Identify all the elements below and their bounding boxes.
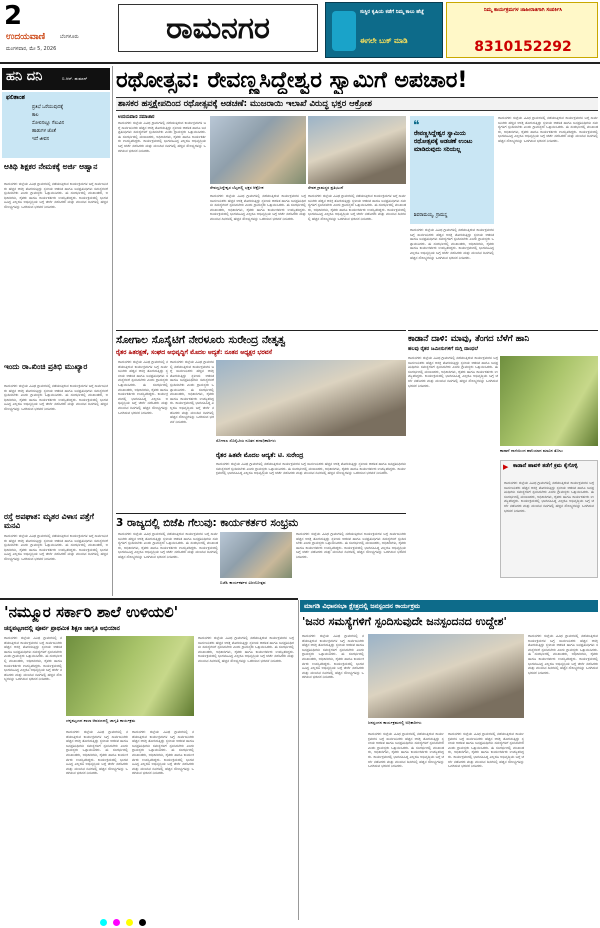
story3-headline: ಕಾಡಾನೆ ದಾಳಿ: ಮಾವು, ತೆಂಗದ ಬೆಳೆಗೆ ಹಾನಿ	[408, 334, 530, 344]
divider	[116, 513, 406, 514]
arrow-icon: ▶	[503, 463, 509, 471]
lead-body-col3: ರಾಮನಗರ: ಜಿಲ್ಲೆಯ ವಿವಿಧ ಗ್ರಾಮಗಳಲ್ಲಿ ನಡೆಯುತ್ತಿರುವ ಕಾರ್ಯಕ್ರಮಗಳ ಬಗ್ಗೆ ಸಾರ್ವಜನಿಕರು ಹೆಚ್ಚಿನ ಆಸಕ್ತಿ ತೋರಿಸುತ್ತಿದ್ದು ಸ್ಥಳೀಯ ಆಡಳಿತ ಹಾಗೂ ಜನಪ್ರತಿನಿಧಿಗಳು ಸಮಸ್ಯೆಗಳಿಗೆ ಸ್ಪಂದಿಸಬೇಕು ಎಂದು ಗ್ರಾಮಸ್ಥರು ಒತ್ತಾಯಿಸಿದರು. ಈ ಸಂದರ್ಭದಲ್ಲಿ ಮುಖಂಡರು, ಅಧಿಕಾರಿಗಳು, ರೈತರು ಹಾಗೂ ಕಾರ್ಯಕರ್ತರು ಉಪಸ್ಥಿತರಿದ್ದರು. ಕಾರ್ಯಕ್ರಮದಲ್ಲಿ ಭಾಗವಹಿಸಿದ್ದ ಎಲ್ಲರೂ ಅಭಿವೃದ್ಧಿಯ ಬಗ್ಗೆ ಚರ್ಚೆ ನಡೆಸಿದರು ಮತ್ತು ಮುಂದಿನ ದಿನಗಳಲ್ಲಿ ಹೆಚ್ಚಿನ ಸೌಲಭ್ಯಗಳನ್ನು ಒದಗಿಸುವ ಭರವಸೆ ನೀಡಿದರು.	[308, 194, 406, 221]
divider	[408, 330, 598, 331]
story2-body-col2: ರಾಮನಗರ: ಜಿಲ್ಲೆಯ ವಿವಿಧ ಗ್ರಾಮಗಳಲ್ಲಿ ನಡೆಯುತ್ತಿರುವ ಕಾರ್ಯಕ್ರಮಗಳ ಬಗ್ಗೆ ಸಾರ್ವಜನಿಕರು ಹೆಚ್ಚಿನ ಆಸಕ್ತಿ ತೋರಿಸುತ್ತಿದ್ದು ಸ್ಥಳೀಯ ಆಡಳಿತ ಹಾಗೂ ಜನಪ್ರತಿನಿಧಿಗಳು ಸಮಸ್ಯೆಗಳಿಗೆ ಸ್ಪಂದಿಸಬೇಕು ಎಂದು ಗ್ರಾಮಸ್ಥರು ಒತ್ತಾಯಿಸಿದರು. ಈ ಸಂದರ್ಭದಲ್ಲಿ ಮುಖಂಡರು, ಅಧಿಕಾರಿಗಳು, ರೈತರು ಹಾಗೂ ಕಾರ್ಯಕರ್ತರು ಉಪಸ್ಥಿತರಿದ್ದರು. ಕಾರ್ಯಕ್ರಮದಲ್ಲಿ ಭಾಗವಹಿಸಿದ್ದ ಎಲ್ಲರೂ ಅಭಿವೃದ್ಧಿಯ ಬಗ್ಗೆ ಚರ್ಚೆ ನಡೆಸಿದರು ಮತ್ತು ಮುಂದಿನ ದಿನಗಳಲ್ಲಿ ಹೆಚ್ಚಿನ ಸೌಲಭ್ಯಗಳನ್ನು ಒದಗಿಸುವ ಭರವಸೆ ನೀಡಿದರು.	[170, 360, 214, 424]
story3-photo	[500, 356, 598, 446]
quote-box	[2, 92, 110, 158]
section-title: ರಾಮನಗರ	[118, 4, 318, 52]
lead-subhead: ಶಾಸಕರ ಹಸ್ತಕ್ಷೇಪದಿಂದ ರಥೋತ್ಸವಕ್ಕೆ ಅಡಚಣೆ: ಮುಜರಾಯಿ ಇಲಾಖೆ ವಿರುದ್ಧ ಭಕ್ತರ ಆಕ್ರೋಶ	[118, 99, 372, 109]
quote-title: ಫಲಿತಾಂಶ	[6, 94, 25, 101]
quote-icon: ❝	[413, 118, 420, 132]
bottom-right-body-col2: ರಾಮನಗರ: ಜಿಲ್ಲೆಯ ವಿವಿಧ ಗ್ರಾಮಗಳಲ್ಲಿ ನಡೆಯುತ್ತಿರುವ ಕಾರ್ಯಕ್ರಮಗಳ ಬಗ್ಗೆ ಸಾರ್ವಜನಿಕರು ಹೆಚ್ಚಿನ ಆಸಕ್ತಿ ತೋರಿಸುತ್ತಿದ್ದು ಸ್ಥಳೀಯ ಆಡಳಿತ ಹಾಗೂ ಜನಪ್ರತಿನಿಧಿಗಳು ಸಮಸ್ಯೆಗಳಿಗೆ ಸ್ಪಂದಿಸಬೇಕು ಎಂದು ಗ್ರಾಮಸ್ಥರು ಒತ್ತಾಯಿಸಿದರು. ಈ ಸಂದರ್ಭದಲ್ಲಿ ಮುಖಂಡರು, ಅಧಿಕಾರಿಗಳು, ರೈತರು ಹಾಗೂ ಕಾರ್ಯಕರ್ತರು ಉಪಸ್ಥಿತರಿದ್ದರು. ಕಾರ್ಯಕ್ರಮದಲ್ಲಿ ಭಾಗವಹಿಸಿದ್ದ ಎಲ್ಲರೂ ಅಭಿವೃದ್ಧಿಯ ಬಗ್ಗೆ ಚರ್ಚೆ ನಡೆಸಿದರು ಮತ್ತು ಮುಂದಿನ ದಿನಗಳಲ್ಲಿ ಹೆಚ್ಚಿನ ಸೌಲಭ್ಯಗಳನ್ನು ಒದಗಿಸುವ ಭರವಸೆ ನೀಡಿದರು.	[368, 732, 444, 769]
story4-headline: 3 ರಾಜ್ಯದಲ್ಲಿ ಬಿಜೆಪಿ ಗೆಲುವು: ಕಾರ್ಯಕರ್ತರ ಸಂಭ್ರಮ	[116, 517, 299, 529]
ad-agri[interactable]	[325, 2, 443, 58]
bottom-left-body-col1: ರಾಮನಗರ: ಜಿಲ್ಲೆಯ ವಿವಿಧ ಗ್ರಾಮಗಳಲ್ಲಿ ನಡೆಯುತ್ತಿರುವ ಕಾರ್ಯಕ್ರಮಗಳ ಬಗ್ಗೆ ಸಾರ್ವಜನಿಕರು ಹೆಚ್ಚಿನ ಆಸಕ್ತಿ ತೋರಿಸುತ್ತಿದ್ದು ಸ್ಥಳೀಯ ಆಡಳಿತ ಹಾಗೂ ಜನಪ್ರತಿನಿಧಿಗಳು ಸಮಸ್ಯೆಗಳಿಗೆ ಸ್ಪಂದಿಸಬೇಕು ಎಂದು ಗ್ರಾಮಸ್ಥರು ಒತ್ತಾಯಿಸಿದರು. ಈ ಸಂದರ್ಭದಲ್ಲಿ ಮುಖಂಡರು, ಅಧಿಕಾರಿಗಳು, ರೈತರು ಹಾಗೂ ಕಾರ್ಯಕರ್ತರು ಉಪಸ್ಥಿತರಿದ್ದರು. ಕಾರ್ಯಕ್ರಮದಲ್ಲಿ ಭಾಗವಹಿಸಿದ್ದ ಎಲ್ಲರೂ ಅಭಿವೃದ್ಧಿಯ ಬಗ್ಗೆ ಚರ್ಚೆ ನಡೆಸಿದರು ಮತ್ತು ಮುಂದಿನ ದಿನಗಳಲ್ಲಿ ಹೆಚ್ಚಿನ ಸೌಲಭ್ಯಗಳನ್ನು ಒದಗಿಸುವ ಭರವಸೆ ನೀಡಿದರು.	[4, 636, 62, 682]
date-line: ಮಂಗಳವಾರ, ಮೇ 5, 2026	[6, 46, 57, 52]
lead-pullquote-box	[410, 116, 494, 224]
ad-agri-cta: ಈಗಲೇ ಬುಕ್ ಮಾಡಿ	[360, 37, 408, 45]
lead-body-col2: ರಾಮನಗರ: ಜಿಲ್ಲೆಯ ವಿವಿಧ ಗ್ರಾಮಗಳಲ್ಲಿ ನಡೆಯುತ್ತಿರುವ ಕಾರ್ಯಕ್ರಮಗಳ ಬಗ್ಗೆ ಸಾರ್ವಜನಿಕರು ಹೆಚ್ಚಿನ ಆಸಕ್ತಿ ತೋರಿಸುತ್ತಿದ್ದು ಸ್ಥಳೀಯ ಆಡಳಿತ ಹಾಗೂ ಜನಪ್ರತಿನಿಧಿಗಳು ಸಮಸ್ಯೆಗಳಿಗೆ ಸ್ಪಂದಿಸಬೇಕು ಎಂದು ಗ್ರಾಮಸ್ಥರು ಒತ್ತಾಯಿಸಿದರು. ಈ ಸಂದರ್ಭದಲ್ಲಿ ಮುಖಂಡರು, ಅಧಿಕಾರಿಗಳು, ರೈತರು ಹಾಗೂ ಕಾರ್ಯಕರ್ತರು ಉಪಸ್ಥಿತರಿದ್ದರು. ಕಾರ್ಯಕ್ರಮದಲ್ಲಿ ಭಾಗವಹಿಸಿದ್ದ ಎಲ್ಲರೂ ಅಭಿವೃದ್ಧಿಯ ಬಗ್ಗೆ ಚರ್ಚೆ ನಡೆಸಿದರು ಮತ್ತು ಮುಂದಿನ ದಿನಗಳಲ್ಲಿ ಹೆಚ್ಚಿನ ಸೌಲಭ್ಯಗಳನ್ನು ಒದಗಿಸುವ ಭರವಸೆ ನೀಡಿದರು.	[210, 194, 306, 221]
bottom-left-body-col4: ರಾಮನಗರ: ಜಿಲ್ಲೆಯ ವಿವಿಧ ಗ್ರಾಮಗಳಲ್ಲಿ ನಡೆಯುತ್ತಿರುವ ಕಾರ್ಯಕ್ರಮಗಳ ಬಗ್ಗೆ ಸಾರ್ವಜನಿಕರು ಹೆಚ್ಚಿನ ಆಸಕ್ತಿ ತೋರಿಸುತ್ತಿದ್ದು ಸ್ಥಳೀಯ ಆಡಳಿತ ಹಾಗೂ ಜನಪ್ರತಿನಿಧಿಗಳು ಸಮಸ್ಯೆಗಳಿಗೆ ಸ್ಪಂದಿಸಬೇಕು ಎಂದು ಗ್ರಾಮಸ್ಥರು ಒತ್ತಾಯಿಸಿದರು. ಈ ಸಂದರ್ಭದಲ್ಲಿ ಮುಖಂಡರು, ಅಧಿಕಾರಿಗಳು, ರೈತರು ಹಾಗೂ ಕಾರ್ಯಕರ್ತರು ಉಪಸ್ಥಿತರಿದ್ದರು. ಕಾರ್ಯಕ್ರಮದಲ್ಲಿ ಭಾಗವಹಿಸಿದ್ದ ಎಲ್ಲರೂ ಅಭಿವೃದ್ಧಿಯ ಬಗ್ಗೆ ಚರ್ಚೆ ನಡೆಸಿದರು ಮತ್ತು ಮುಂದಿನ ದಿನಗಳಲ್ಲಿ ಹೆಚ್ಚಿನ ಸೌಲಭ್ಯಗಳನ್ನು ಒದಗಿಸುವ ಭರವಸೆ ನೀಡಿದರು.	[198, 636, 294, 663]
story4-body-col2: ರಾಮನಗರ: ಜಿಲ್ಲೆಯ ವಿವಿಧ ಗ್ರಾಮಗಳಲ್ಲಿ ನಡೆಯುತ್ತಿರುವ ಕಾರ್ಯಕ್ರಮಗಳ ಬಗ್ಗೆ ಸಾರ್ವಜನಿಕರು ಹೆಚ್ಚಿನ ಆಸಕ್ತಿ ತೋರಿಸುತ್ತಿದ್ದು ಸ್ಥಳೀಯ ಆಡಳಿತ ಹಾಗೂ ಜನಪ್ರತಿನಿಧಿಗಳು ಸಮಸ್ಯೆಗಳಿಗೆ ಸ್ಪಂದಿಸಬೇಕು ಎಂದು ಗ್ರಾಮಸ್ಥರು ಒತ್ತಾಯಿಸಿದರು. ಈ ಸಂದರ್ಭದಲ್ಲಿ ಮುಖಂಡರು, ಅಧಿಕಾರಿಗಳು, ರೈತರು ಹಾಗೂ ಕಾರ್ಯಕರ್ತರು ಉಪಸ್ಥಿತರಿದ್ದರು. ಕಾರ್ಯಕ್ರಮದಲ್ಲಿ ಭಾಗವಹಿಸಿದ್ದ ಎಲ್ಲರೂ ಅಭಿವೃದ್ಧಿಯ ಬಗ್ಗೆ ಚರ್ಚೆ ನಡೆಸಿದರು ಮತ್ತು ಮುಂದಿನ ದಿನಗಳಲ್ಲಿ ಹೆಚ್ಚಿನ ಸೌಲಭ್ಯಗಳನ್ನು ಒದಗಿಸುವ ಭರವಸೆ ನೀಡಿದರು.	[296, 532, 406, 559]
story3-subhead: ಹಲವು ರೈತರ ಜಮೀನುಗಳಿಗೆ ನುಗ್ಗಿ ದಾಂಧಲೆ	[408, 346, 478, 352]
bottom-right-caption: ಜನಸ್ಪಂದನ ಕಾರ್ಯಕ್ರಮದಲ್ಲಿ ಅಧಿಕಾರಿಗಳು	[368, 720, 422, 725]
story2-body-col1: ರಾಮನಗರ: ಜಿಲ್ಲೆಯ ವಿವಿಧ ಗ್ರಾಮಗಳಲ್ಲಿ ನಡೆಯುತ್ತಿರುವ ಕಾರ್ಯಕ್ರಮಗಳ ಬಗ್ಗೆ ಸಾರ್ವಜನಿಕರು ಹೆಚ್ಚಿನ ಆಸಕ್ತಿ ತೋರಿಸುತ್ತಿದ್ದು ಸ್ಥಳೀಯ ಆಡಳಿತ ಹಾಗೂ ಜನಪ್ರತಿನಿಧಿಗಳು ಸಮಸ್ಯೆಗಳಿಗೆ ಸ್ಪಂದಿಸಬೇಕು ಎಂದು ಗ್ರಾಮಸ್ಥರು ಒತ್ತಾಯಿಸಿದರು. ಈ ಸಂದರ್ಭದಲ್ಲಿ ಮುಖಂಡರು, ಅಧಿಕಾರಿಗಳು, ರೈತರು ಹಾಗೂ ಕಾರ್ಯಕರ್ತರು ಉಪಸ್ಥಿತರಿದ್ದರು. ಕಾರ್ಯಕ್ರಮದಲ್ಲಿ ಭಾಗವಹಿಸಿದ್ದ ಎಲ್ಲರೂ ಅಭಿವೃದ್ಧಿಯ ಬಗ್ಗೆ ಚರ್ಚೆ ನಡೆಸಿದರು ಮತ್ತು ಮುಂದಿನ ದಿನಗಳಲ್ಲಿ ಹೆಚ್ಚಿನ ಸೌಲಭ್ಯಗಳನ್ನು ಒದಗಿಸುವ ಭರವಸೆ ನೀಡಿದರು.	[118, 360, 168, 415]
sidebar-body-1: ರಾಮನಗರ: ಜಿಲ್ಲೆಯ ವಿವಿಧ ಗ್ರಾಮಗಳಲ್ಲಿ ನಡೆಯುತ್ತಿರುವ ಕಾರ್ಯಕ್ರಮಗಳ ಬಗ್ಗೆ ಸಾರ್ವಜನಿಕರು ಹೆಚ್ಚಿನ ಆಸಕ್ತಿ ತೋರಿಸುತ್ತಿದ್ದು ಸ್ಥಳೀಯ ಆಡಳಿತ ಹಾಗೂ ಜನಪ್ರತಿನಿಧಿಗಳು ಸಮಸ್ಯೆಗಳಿಗೆ ಸ್ಪಂದಿಸಬೇಕು ಎಂದು ಗ್ರಾಮಸ್ಥರು ಒತ್ತಾಯಿಸಿದರು. ಈ ಸಂದರ್ಭದಲ್ಲಿ ಮುಖಂಡರು, ಅಧಿಕಾರಿಗಳು, ರೈತರು ಹಾಗೂ ಕಾರ್ಯಕರ್ತರು ಉಪಸ್ಥಿತರಿದ್ದರು. ಕಾರ್ಯಕ್ರಮದಲ್ಲಿ ಭಾಗವಹಿಸಿದ್ದ ಎಲ್ಲರೂ ಅಭಿವೃದ್ಧಿಯ ಬಗ್ಗೆ ಚರ್ಚೆ ನಡೆಸಿದರು ಮತ್ತು ಮುಂದಿನ ದಿನಗಳಲ್ಲಿ ಹೆಚ್ಚಿನ ಸೌಲಭ್ಯಗಳನ್ನು ಒದಗಿಸುವ ಭರವಸೆ ನೀಡಿದರು.	[4, 182, 108, 209]
lead-byline: ಉದಯವಾಣಿ ಸಮಾಚಾರ	[118, 115, 155, 120]
divider	[0, 598, 298, 600]
lead-subhead-bar	[116, 97, 598, 111]
lead-body-col4: ರಾಮನಗರ: ಜಿಲ್ಲೆಯ ವಿವಿಧ ಗ್ರಾಮಗಳಲ್ಲಿ ನಡೆಯುತ್ತಿರುವ ಕಾರ್ಯಕ್ರಮಗಳ ಬಗ್ಗೆ ಸಾರ್ವಜನಿಕರು ಹೆಚ್ಚಿನ ಆಸಕ್ತಿ ತೋರಿಸುತ್ತಿದ್ದು ಸ್ಥಳೀಯ ಆಡಳಿತ ಹಾಗೂ ಜನಪ್ರತಿನಿಧಿಗಳು ಸಮಸ್ಯೆಗಳಿಗೆ ಸ್ಪಂದಿಸಬೇಕು ಎಂದು ಗ್ರಾಮಸ್ಥರು ಒತ್ತಾಯಿಸಿದರು. ಈ ಸಂದರ್ಭದಲ್ಲಿ ಮುಖಂಡರು, ಅಧಿಕಾರಿಗಳು, ರೈತರು ಹಾಗೂ ಕಾರ್ಯಕರ್ತರು ಉಪಸ್ಥಿತರಿದ್ದರು. ಕಾರ್ಯಕ್ರಮದಲ್ಲಿ ಭಾಗವಹಿಸಿದ್ದ ಎಲ್ಲರೂ ಅಭಿವೃದ್ಧಿಯ ಬಗ್ಗೆ ಚರ್ಚೆ ನಡೆಸಿದರು ಮತ್ತು ಮುಂದಿನ ದಿನಗಳಲ್ಲಿ ಹೆಚ್ಚಿನ ಸೌಲಭ್ಯಗಳನ್ನು ಒದಗಿಸುವ ಭರವಸೆ ನೀಡಿದರು.	[410, 228, 494, 260]
masthead-rule	[0, 62, 600, 64]
quote-line: ಇದೆ ಜೀವನ	[32, 137, 50, 142]
story3-box	[500, 460, 598, 578]
lead-caption-1: ರೇವಣ್ಣಸಿದ್ದೇಶ್ವರ ಬೆಟ್ಟದಲ್ಲಿ ಭಕ್ತರ ಆಕ್ರೋಶ	[210, 185, 264, 190]
story2-photo	[216, 360, 406, 436]
sidebar-logo: ಹನಿ ದನಿ	[6, 69, 43, 84]
quote-line: ಹಾಡುಗಳ ಜೊತೆ	[32, 129, 56, 134]
bottom-right-body-col3: ರಾಮನಗರ: ಜಿಲ್ಲೆಯ ವಿವಿಧ ಗ್ರಾಮಗಳಲ್ಲಿ ನಡೆಯುತ್ತಿರುವ ಕಾರ್ಯಕ್ರಮಗಳ ಬಗ್ಗೆ ಸಾರ್ವಜನಿಕರು ಹೆಚ್ಚಿನ ಆಸಕ್ತಿ ತೋರಿಸುತ್ತಿದ್ದು ಸ್ಥಳೀಯ ಆಡಳಿತ ಹಾಗೂ ಜನಪ್ರತಿನಿಧಿಗಳು ಸಮಸ್ಯೆಗಳಿಗೆ ಸ್ಪಂದಿಸಬೇಕು ಎಂದು ಗ್ರಾಮಸ್ಥರು ಒತ್ತಾಯಿಸಿದರು. ಈ ಸಂದರ್ಭದಲ್ಲಿ ಮುಖಂಡರು, ಅಧಿಕಾರಿಗಳು, ರೈತರು ಹಾಗೂ ಕಾರ್ಯಕರ್ತರು ಉಪಸ್ಥಿತರಿದ್ದರು. ಕಾರ್ಯಕ್ರಮದಲ್ಲಿ ಭಾಗವಹಿಸಿದ್ದ ಎಲ್ಲರೂ ಅಭಿವೃದ್ಧಿಯ ಬಗ್ಗೆ ಚರ್ಚೆ ನಡೆಸಿದರು ಮತ್ತು ಮುಂದಿನ ದಿನಗಳಲ್ಲಿ ಹೆಚ್ಚಿನ ಸೌಲಭ್ಯಗಳನ್ನು ಒದಗಿಸುವ ಭರವಸೆ ನೀಡಿದರು.	[448, 732, 524, 769]
divider	[116, 330, 406, 331]
quote-line: ಸೋಲಿನಲ್ಲೂ ಗೆಲುವಿನ	[32, 121, 65, 126]
story3-caption: ಕಾಡಾನೆ ದಾಳಿಯಿಂದ ಹಾನಿಯಾದ ಮಾವಿನ ತೋಟ	[500, 448, 563, 453]
story3-box-head: ಕಾಡಾನೆ ಹಾವಳಿ ತಡೆಗೆ ಕ್ರಮ ಕೈಗೊಳ್ಳಿ	[513, 463, 578, 469]
story2-quote-head: ರೈತರ ಹಿತವೇ ಮೊದಲ ಆದ್ಯತೆ: ಟಿ. ಸುರೇಂದ್ರ	[216, 452, 304, 459]
story3-box-body: ರಾಮನಗರ: ಜಿಲ್ಲೆಯ ವಿವಿಧ ಗ್ರಾಮಗಳಲ್ಲಿ ನಡೆಯುತ್ತಿರುವ ಕಾರ್ಯಕ್ರಮಗಳ ಬಗ್ಗೆ ಸಾರ್ವಜನಿಕರು ಹೆಚ್ಚಿನ ಆಸಕ್ತಿ ತೋರಿಸುತ್ತಿದ್ದು ಸ್ಥಳೀಯ ಆಡಳಿತ ಹಾಗೂ ಜನಪ್ರತಿನಿಧಿಗಳು ಸಮಸ್ಯೆಗಳಿಗೆ ಸ್ಪಂದಿಸಬೇಕು ಎಂದು ಗ್ರಾಮಸ್ಥರು ಒತ್ತಾಯಿಸಿದರು. ಈ ಸಂದರ್ಭದಲ್ಲಿ ಮುಖಂಡರು, ಅಧಿಕಾರಿಗಳು, ರೈತರು ಹಾಗೂ ಕಾರ್ಯಕರ್ತರು ಉಪಸ್ಥಿತರಿದ್ದರು. ಕಾರ್ಯಕ್ರಮದಲ್ಲಿ ಭಾಗವಹಿಸಿದ್ದ ಎಲ್ಲರೂ ಅಭಿವೃದ್ಧಿಯ ಬಗ್ಗೆ ಚರ್ಚೆ ನಡೆಸಿದರು ಮತ್ತು ಮುಂದಿನ ದಿನಗಳಲ್ಲಿ ಹೆಚ್ಚಿನ ಸೌಲಭ್ಯಗಳನ್ನು ಒದಗಿಸುವ ಭರವಸೆ ನೀಡಿದರು.	[504, 481, 594, 513]
quote-line: ಪ್ರತಿಭೆ ಒರೆಯುವುದಕ್ಕೆ	[32, 105, 64, 110]
bottom-left-photo	[66, 636, 194, 716]
bottom-left-caption: ಚನ್ನಪಟ್ಟಣದ ಶಾಲಾ ಆವರಣದಲ್ಲಿ ಜಾಗೃತಿ ಕಾರ್ಯಕ್ರಮ	[66, 718, 136, 723]
sidebar-logo-box	[2, 68, 110, 90]
lead-photo-2	[308, 116, 406, 184]
ad-agri-phone-icon	[332, 11, 356, 51]
lead-headline: ರಥೋತ್ಸವ: ರೇವಣ್ಣಸಿದ್ದೇಶ್ವರ ಸ್ವಾಮಿಗೆ ಅಪಚಾರ!	[116, 68, 468, 93]
story4-body-col1: ರಾಮನಗರ: ಜಿಲ್ಲೆಯ ವಿವಿಧ ಗ್ರಾಮಗಳಲ್ಲಿ ನಡೆಯುತ್ತಿರುವ ಕಾರ್ಯಕ್ರಮಗಳ ಬಗ್ಗೆ ಸಾರ್ವಜನಿಕರು ಹೆಚ್ಚಿನ ಆಸಕ್ತಿ ತೋರಿಸುತ್ತಿದ್ದು ಸ್ಥಳೀಯ ಆಡಳಿತ ಹಾಗೂ ಜನಪ್ರತಿನಿಧಿಗಳು ಸಮಸ್ಯೆಗಳಿಗೆ ಸ್ಪಂದಿಸಬೇಕು ಎಂದು ಗ್ರಾಮಸ್ಥರು ಒತ್ತಾಯಿಸಿದರು. ಈ ಸಂದರ್ಭದಲ್ಲಿ ಮುಖಂಡರು, ಅಧಿಕಾರಿಗಳು, ರೈತರು ಹಾಗೂ ಕಾರ್ಯಕರ್ತರು ಉಪಸ್ಥಿತರಿದ್ದರು. ಕಾರ್ಯಕ್ರಮದಲ್ಲಿ ಭಾಗವಹಿಸಿದ್ದ ಎಲ್ಲರೂ ಅಭಿವೃದ್ಧಿಯ ಬಗ್ಗೆ ಚರ್ಚೆ ನಡೆಸಿದರು ಮತ್ತು ಮುಂದಿನ ದಿನಗಳಲ್ಲಿ ಹೆಚ್ಚಿನ ಸೌಲಭ್ಯಗಳನ್ನು ಒದಗಿಸುವ ಭರವಸೆ ನೀಡಿದರು.	[118, 532, 218, 559]
lead-pullquote-name: ಶಿವರಾಮಯ್ಯ, ಗ್ರಾಮಸ್ಥ	[414, 213, 448, 218]
sidebar-body-2: ರಾಮನಗರ: ಜಿಲ್ಲೆಯ ವಿವಿಧ ಗ್ರಾಮಗಳಲ್ಲಿ ನಡೆಯುತ್ತಿರುವ ಕಾರ್ಯಕ್ರಮಗಳ ಬಗ್ಗೆ ಸಾರ್ವಜನಿಕರು ಹೆಚ್ಚಿನ ಆಸಕ್ತಿ ತೋರಿಸುತ್ತಿದ್ದು ಸ್ಥಳೀಯ ಆಡಳಿತ ಹಾಗೂ ಜನಪ್ರತಿನಿಧಿಗಳು ಸಮಸ್ಯೆಗಳಿಗೆ ಸ್ಪಂದಿಸಬೇಕು ಎಂದು ಗ್ರಾಮಸ್ಥರು ಒತ್ತಾಯಿಸಿದರು. ಈ ಸಂದರ್ಭದಲ್ಲಿ ಮುಖಂಡರು, ಅಧಿಕಾರಿಗಳು, ರೈತರು ಹಾಗೂ ಕಾರ್ಯಕರ್ತರು ಉಪಸ್ಥಿತರಿದ್ದರು. ಕಾರ್ಯಕ್ರಮದಲ್ಲಿ ಭಾಗವಹಿಸಿದ್ದ ಎಲ್ಲರೂ ಅಭಿವೃದ್ಧಿಯ ಬಗ್ಗೆ ಚರ್ಚೆ ನಡೆಸಿದರು ಮತ್ತು ಮುಂದಿನ ದಿನಗಳಲ್ಲಿ ಹೆಚ್ಚಿನ ಸೌಲಭ್ಯಗಳನ್ನು ಒದಗಿಸುವ ಭರವಸೆ ನೀಡಿದರು.	[4, 384, 108, 411]
sidebar-body-3: ರಾಮನಗರ: ಜಿಲ್ಲೆಯ ವಿವಿಧ ಗ್ರಾಮಗಳಲ್ಲಿ ನಡೆಯುತ್ತಿರುವ ಕಾರ್ಯಕ್ರಮಗಳ ಬಗ್ಗೆ ಸಾರ್ವಜನಿಕರು ಹೆಚ್ಚಿನ ಆಸಕ್ತಿ ತೋರಿಸುತ್ತಿದ್ದು ಸ್ಥಳೀಯ ಆಡಳಿತ ಹಾಗೂ ಜನಪ್ರತಿನಿಧಿಗಳು ಸಮಸ್ಯೆಗಳಿಗೆ ಸ್ಪಂದಿಸಬೇಕು ಎಂದು ಗ್ರಾಮಸ್ಥರು ಒತ್ತಾಯಿಸಿದರು. ಈ ಸಂದರ್ಭದಲ್ಲಿ ಮುಖಂಡರು, ಅಧಿಕಾರಿಗಳು, ರೈತರು ಹಾಗೂ ಕಾರ್ಯಕರ್ತರು ಉಪಸ್ಥಿತರಿದ್ದರು. ಕಾರ್ಯಕ್ರಮದಲ್ಲಿ ಭಾಗವಹಿಸಿದ್ದ ಎಲ್ಲರೂ ಅಭಿವೃದ್ಧಿಯ ಬಗ್ಗೆ ಚರ್ಚೆ ನಡೆಸಿದರು ಮತ್ತು ಮುಂದಿನ ದಿನಗಳಲ್ಲಿ ಹೆಚ್ಚಿನ ಸೌಲಭ್ಯಗಳನ್ನು ಒದಗಿಸುವ ಭರವಸೆ ನೀಡಿದರು.	[4, 534, 108, 561]
quote-line: ಕಾಲ	[32, 113, 39, 118]
ad-classified-phone: 8310152292	[474, 39, 572, 55]
story2-caption: ಸೋಗಾಲ ಸೊಸೈಟಿಯ ನೂತನ ಪದಾಧಿಕಾರಿಗಳು	[216, 438, 276, 443]
bottom-banner	[300, 600, 598, 612]
print-registration-marks	[100, 919, 500, 926]
sidebar-logo-sub: ಬಿ.ಆರ್. ಹುಮಾನ್	[62, 76, 88, 81]
bottom-right-photo	[368, 634, 524, 718]
bottom-right-headline: 'ಜನರ ಸಮಸ್ಯೆಗಳಿಗೆ ಸ್ಪಂದಿಸುವುದೇ ಜನಸ್ಪಂದನದ ಉದ್ದೇಶ'	[302, 615, 507, 628]
story2-body-col3: ರಾಮನಗರ: ಜಿಲ್ಲೆಯ ವಿವಿಧ ಗ್ರಾಮಗಳಲ್ಲಿ ನಡೆಯುತ್ತಿರುವ ಕಾರ್ಯಕ್ರಮಗಳ ಬಗ್ಗೆ ಸಾರ್ವಜನಿಕರು ಹೆಚ್ಚಿನ ಆಸಕ್ತಿ ತೋರಿಸುತ್ತಿದ್ದು ಸ್ಥಳೀಯ ಆಡಳಿತ ಹಾಗೂ ಜನಪ್ರತಿನಿಧಿಗಳು ಸಮಸ್ಯೆಗಳಿಗೆ ಸ್ಪಂದಿಸಬೇಕು ಎಂದು ಗ್ರಾಮಸ್ಥರು ಒತ್ತಾಯಿಸಿದರು. ಈ ಸಂದರ್ಭದಲ್ಲಿ ಮುಖಂಡರು, ಅಧಿಕಾರಿಗಳು, ರೈತರು ಹಾಗೂ ಕಾರ್ಯಕರ್ತರು ಉಪಸ್ಥಿತರಿದ್ದರು. ಕಾರ್ಯಕ್ರಮದಲ್ಲಿ ಭಾಗವಹಿಸಿದ್ದ ಎಲ್ಲರೂ ಅಭಿವೃದ್ಧಿಯ ಬಗ್ಗೆ ಚರ್ಚೆ ನಡೆಸಿದರು ಮತ್ತು ಮುಂದಿನ ದಿನಗಳಲ್ಲಿ ಹೆಚ್ಚಿನ ಸೌಲಭ್ಯಗಳನ್ನು ಒದಗಿಸುವ ಭರವಸೆ ನೀಡಿದರು.	[216, 462, 406, 476]
bottom-banner-text: ಮಾಗಡಿ ವಿಧಾನಸಭಾ ಕ್ಷೇತ್ರದಲ್ಲಿ ಜನಸ್ಪಂದನ ಕಾರ್ಯಕ್ರಮ	[304, 602, 421, 610]
column-rule	[298, 600, 299, 920]
paper-sub: ಬೆಂಗಳೂರು	[60, 34, 79, 40]
bottom-left-headline: 'ನಮ್ಮೂರ ಸರ್ಕಾರಿ ಶಾಲೆ ಉಳಿಯಲಿ'	[4, 603, 179, 621]
story4-photo	[220, 532, 292, 578]
lead-photo-1	[210, 116, 306, 184]
paper-name: ಉದಯವಾಣಿ	[6, 32, 46, 42]
lead-body-col5: ರಾಮನಗರ: ಜಿಲ್ಲೆಯ ವಿವಿಧ ಗ್ರಾಮಗಳಲ್ಲಿ ನಡೆಯುತ್ತಿರುವ ಕಾರ್ಯಕ್ರಮಗಳ ಬಗ್ಗೆ ಸಾರ್ವಜನಿಕರು ಹೆಚ್ಚಿನ ಆಸಕ್ತಿ ತೋರಿಸುತ್ತಿದ್ದು ಸ್ಥಳೀಯ ಆಡಳಿತ ಹಾಗೂ ಜನಪ್ರತಿನಿಧಿಗಳು ಸಮಸ್ಯೆಗಳಿಗೆ ಸ್ಪಂದಿಸಬೇಕು ಎಂದು ಗ್ರಾಮಸ್ಥರು ಒತ್ತಾಯಿಸಿದರು. ಈ ಸಂದರ್ಭದಲ್ಲಿ ಮುಖಂಡರು, ಅಧಿಕಾರಿಗಳು, ರೈತರು ಹಾಗೂ ಕಾರ್ಯಕರ್ತರು ಉಪಸ್ಥಿತರಿದ್ದರು. ಕಾರ್ಯಕ್ರಮದಲ್ಲಿ ಭಾಗವಹಿಸಿದ್ದ ಎಲ್ಲರೂ ಅಭಿವೃದ್ಧಿಯ ಬಗ್ಗೆ ಚರ್ಚೆ ನಡೆಸಿದರು ಮತ್ತು ಮುಂದಿನ ದಿನಗಳಲ್ಲಿ ಹೆಚ್ಚಿನ ಸೌಲಭ್ಯಗಳನ್ನು ಒದಗಿಸುವ ಭರವಸೆ ನೀಡಿದರು.	[498, 116, 598, 143]
page-number: 2	[4, 1, 23, 31]
column-rule	[112, 66, 113, 596]
story4-caption: ಬಿಜೆಪಿ ಕಾರ್ಯಕರ್ತರ ವಿಜಯೋತ್ಸವ	[220, 580, 266, 585]
sidebar-headline-1: ಆತಿಥಿ ಶಿಕ್ಷಕರ ನೇಮಕಕ್ಕೆ ಅರ್ಜಿ ಆಹ್ವಾನ	[4, 162, 98, 171]
lead-pullquote: ರೇವಣ್ಣಸಿದ್ದೇಶ್ವರ ಸ್ವಾಮಿಯ ರಥೋತ್ಸವಕ್ಕೆ ಅಡಚಣೆ ಉಂಟು ಮಾಡಿರುವುದು ಸರಿಯಲ್ಲ	[414, 130, 473, 153]
bottom-right-body-col1: ರಾಮನಗರ: ಜಿಲ್ಲೆಯ ವಿವಿಧ ಗ್ರಾಮಗಳಲ್ಲಿ ನಡೆಯುತ್ತಿರುವ ಕಾರ್ಯಕ್ರಮಗಳ ಬಗ್ಗೆ ಸಾರ್ವಜನಿಕರು ಹೆಚ್ಚಿನ ಆಸಕ್ತಿ ತೋರಿಸುತ್ತಿದ್ದು ಸ್ಥಳೀಯ ಆಡಳಿತ ಹಾಗೂ ಜನಪ್ರತಿನಿಧಿಗಳು ಸಮಸ್ಯೆಗಳಿಗೆ ಸ್ಪಂದಿಸಬೇಕು ಎಂದು ಗ್ರಾಮಸ್ಥರು ಒತ್ತಾಯಿಸಿದರು. ಈ ಸಂದರ್ಭದಲ್ಲಿ ಮುಖಂಡರು, ಅಧಿಕಾರಿಗಳು, ರೈತರು ಹಾಗೂ ಕಾರ್ಯಕರ್ತರು ಉಪಸ್ಥಿತರಿದ್ದರು. ಕಾರ್ಯಕ್ರಮದಲ್ಲಿ ಭಾಗವಹಿಸಿದ್ದ ಎಲ್ಲರೂ ಅಭಿವೃದ್ಧಿಯ ಬಗ್ಗೆ ಚರ್ಚೆ ನಡೆಸಿದರು ಮತ್ತು ಮುಂದಿನ ದಿನಗಳಲ್ಲಿ ಹೆಚ್ಚಿನ ಸೌಲಭ್ಯಗಳನ್ನು ಒದಗಿಸುವ ಭರವಸೆ ನೀಡಿದರು.	[302, 634, 364, 680]
story3-body-col1: ರಾಮನಗರ: ಜಿಲ್ಲೆಯ ವಿವಿಧ ಗ್ರಾಮಗಳಲ್ಲಿ ನಡೆಯುತ್ತಿರುವ ಕಾರ್ಯಕ್ರಮಗಳ ಬಗ್ಗೆ ಸಾರ್ವಜನಿಕರು ಹೆಚ್ಚಿನ ಆಸಕ್ತಿ ತೋರಿಸುತ್ತಿದ್ದು ಸ್ಥಳೀಯ ಆಡಳಿತ ಹಾಗೂ ಜನಪ್ರತಿನಿಧಿಗಳು ಸಮಸ್ಯೆಗಳಿಗೆ ಸ್ಪಂದಿಸಬೇಕು ಎಂದು ಗ್ರಾಮಸ್ಥರು ಒತ್ತಾಯಿಸಿದರು. ಈ ಸಂದರ್ಭದಲ್ಲಿ ಮುಖಂಡರು, ಅಧಿಕಾರಿಗಳು, ರೈತರು ಹಾಗೂ ಕಾರ್ಯಕರ್ತರು ಉಪಸ್ಥಿತರಿದ್ದರು. ಕಾರ್ಯಕ್ರಮದಲ್ಲಿ ಭಾಗವಹಿಸಿದ್ದ ಎಲ್ಲರೂ ಅಭಿವೃದ್ಧಿಯ ಬಗ್ಗೆ ಚರ್ಚೆ ನಡೆಸಿದರು ಮತ್ತು ಮುಂದಿನ ದಿನಗಳಲ್ಲಿ ಹೆಚ್ಚಿನ ಸೌಲಭ್ಯಗಳನ್ನು ಒದಗಿಸುವ ಭರವಸೆ ನೀಡಿದರು.	[408, 356, 498, 388]
ad-classified[interactable]	[446, 2, 598, 58]
bottom-left-body-col3: ರಾಮನಗರ: ಜಿಲ್ಲೆಯ ವಿವಿಧ ಗ್ರಾಮಗಳಲ್ಲಿ ನಡೆಯುತ್ತಿರುವ ಕಾರ್ಯಕ್ರಮಗಳ ಬಗ್ಗೆ ಸಾರ್ವಜನಿಕರು ಹೆಚ್ಚಿನ ಆಸಕ್ತಿ ತೋರಿಸುತ್ತಿದ್ದು ಸ್ಥಳೀಯ ಆಡಳಿತ ಹಾಗೂ ಜನಪ್ರತಿನಿಧಿಗಳು ಸಮಸ್ಯೆಗಳಿಗೆ ಸ್ಪಂದಿಸಬೇಕು ಎಂದು ಗ್ರಾಮಸ್ಥರು ಒತ್ತಾಯಿಸಿದರು. ಈ ಸಂದರ್ಭದಲ್ಲಿ ಮುಖಂಡರು, ಅಧಿಕಾರಿಗಳು, ರೈತರು ಹಾಗೂ ಕಾರ್ಯಕರ್ತರು ಉಪಸ್ಥಿತರಿದ್ದರು. ಕಾರ್ಯಕ್ರಮದಲ್ಲಿ ಭಾಗವಹಿಸಿದ್ದ ಎಲ್ಲರೂ ಅಭಿವೃದ್ಧಿಯ ಬಗ್ಗೆ ಚರ್ಚೆ ನಡೆಸಿದರು ಮತ್ತು ಮುಂದಿನ ದಿನಗಳಲ್ಲಿ ಹೆಚ್ಚಿನ ಸೌಲಭ್ಯಗಳನ್ನು ಒದಗಿಸುವ ಭರವಸೆ ನೀಡಿದರು.	[132, 730, 194, 776]
story2-subhead: ರೈತರ ಹಿತರಕ್ಷಣೆ, ಸಂಘದ ಅಭಿವೃದ್ಧಿಗೆ ಮೊದಲ ಆದ್ಯತೆ: ನೂತನ ಅಧ್ಯಕ್ಷರ ಭರವಸೆ	[116, 349, 272, 356]
masthead	[0, 0, 600, 62]
sidebar-headline-3: ರಸ್ತೆ ಅಪಘಾತ: ಮೃತರ ವಿಳಾಸ ಪತ್ತೆಗೆ ಮನವಿ	[4, 512, 94, 530]
lead-body-col1: ರಾಮನಗರ: ಜಿಲ್ಲೆಯ ವಿವಿಧ ಗ್ರಾಮಗಳಲ್ಲಿ ನಡೆಯುತ್ತಿರುವ ಕಾರ್ಯಕ್ರಮಗಳ ಬಗ್ಗೆ ಸಾರ್ವಜನಿಕರು ಹೆಚ್ಚಿನ ಆಸಕ್ತಿ ತೋರಿಸುತ್ತಿದ್ದು ಸ್ಥಳೀಯ ಆಡಳಿತ ಹಾಗೂ ಜನಪ್ರತಿನಿಧಿಗಳು ಸಮಸ್ಯೆಗಳಿಗೆ ಸ್ಪಂದಿಸಬೇಕು ಎಂದು ಗ್ರಾಮಸ್ಥರು ಒತ್ತಾಯಿಸಿದರು. ಈ ಸಂದರ್ಭದಲ್ಲಿ ಮುಖಂಡರು, ಅಧಿಕಾರಿಗಳು, ರೈತರು ಹಾಗೂ ಕಾರ್ಯಕರ್ತರು ಉಪಸ್ಥಿತರಿದ್ದರು. ಕಾರ್ಯಕ್ರಮದಲ್ಲಿ ಭಾಗವಹಿಸಿದ್ದ ಎಲ್ಲರೂ ಅಭಿವೃದ್ಧಿಯ ಬಗ್ಗೆ ಚರ್ಚೆ ನಡೆಸಿದರು ಮತ್ತು ಮುಂದಿನ ದಿನಗಳಲ್ಲಿ ಹೆಚ್ಚಿನ ಸೌಲಭ್ಯಗಳನ್ನು ಒದಗಿಸುವ ಭರವಸೆ ನೀಡಿದರು.	[118, 121, 206, 153]
bottom-left-body-col2: ರಾಮನಗರ: ಜಿಲ್ಲೆಯ ವಿವಿಧ ಗ್ರಾಮಗಳಲ್ಲಿ ನಡೆಯುತ್ತಿರುವ ಕಾರ್ಯಕ್ರಮಗಳ ಬಗ್ಗೆ ಸಾರ್ವಜನಿಕರು ಹೆಚ್ಚಿನ ಆಸಕ್ತಿ ತೋರಿಸುತ್ತಿದ್ದು ಸ್ಥಳೀಯ ಆಡಳಿತ ಹಾಗೂ ಜನಪ್ರತಿನಿಧಿಗಳು ಸಮಸ್ಯೆಗಳಿಗೆ ಸ್ಪಂದಿಸಬೇಕು ಎಂದು ಗ್ರಾಮಸ್ಥರು ಒತ್ತಾಯಿಸಿದರು. ಈ ಸಂದರ್ಭದಲ್ಲಿ ಮುಖಂಡರು, ಅಧಿಕಾರಿಗಳು, ರೈತರು ಹಾಗೂ ಕಾರ್ಯಕರ್ತರು ಉಪಸ್ಥಿತರಿದ್ದರು. ಕಾರ್ಯಕ್ರಮದಲ್ಲಿ ಭಾಗವಹಿಸಿದ್ದ ಎಲ್ಲರೂ ಅಭಿವೃದ್ಧಿಯ ಬಗ್ಗೆ ಚರ್ಚೆ ನಡೆಸಿದರು ಮತ್ತು ಮುಂದಿನ ದಿನಗಳಲ್ಲಿ ಹೆಚ್ಚಿನ ಸೌಲಭ್ಯಗಳನ್ನು ಒದಗಿಸುವ ಭರವಸೆ ನೀಡಿದರು.	[66, 730, 128, 776]
sidebar-headline-2: ಇಂದು ರಾ.ಖಿಂಚಿ ಪ್ರತಿಭಿ ಮುಖ್ಯಾರ	[4, 362, 88, 371]
ad-agri-text: ಸುಸ್ಥಿರ ಕೃಷಿಯ ಕಡೆಗೆ ನಿಮ್ಮ ಕಾಲು ಹೆಜ್ಜೆ	[360, 9, 424, 15]
lead-caption-2: ಸೇವಕ ಗ್ರಾಮಸ್ಥರ ಪ್ರತಿಭಟನೆ	[308, 185, 344, 190]
story2-headline: ಸೋಗಾಲ ಸೊಸೈಟಿಗೆ ನೇರಳೂರು ಸುರೇಂದ್ರ ನೇತೃತ್ವ	[116, 334, 286, 346]
ad-classified-text: ನಿಮ್ಮ ಕಾರ್ಯಕ್ರಮಗಳ ಜಾಹೀರಾತಿಗಾಗಿ ಸಂಪರ್ಕಿಸಿ	[484, 7, 562, 13]
bottom-right-body-col4: ರಾಮನಗರ: ಜಿಲ್ಲೆಯ ವಿವಿಧ ಗ್ರಾಮಗಳಲ್ಲಿ ನಡೆಯುತ್ತಿರುವ ಕಾರ್ಯಕ್ರಮಗಳ ಬಗ್ಗೆ ಸಾರ್ವಜನಿಕರು ಹೆಚ್ಚಿನ ಆಸಕ್ತಿ ತೋರಿಸುತ್ತಿದ್ದು ಸ್ಥಳೀಯ ಆಡಳಿತ ಹಾಗೂ ಜನಪ್ರತಿನಿಧಿಗಳು ಸಮಸ್ಯೆಗಳಿಗೆ ಸ್ಪಂದಿಸಬೇಕು ಎಂದು ಗ್ರಾಮಸ್ಥರು ಒತ್ತಾಯಿಸಿದರು. ಈ ಸಂದರ್ಭದಲ್ಲಿ ಮುಖಂಡರು, ಅಧಿಕಾರಿಗಳು, ರೈತರು ಹಾಗೂ ಕಾರ್ಯಕರ್ತರು ಉಪಸ್ಥಿತರಿದ್ದರು. ಕಾರ್ಯಕ್ರಮದಲ್ಲಿ ಭಾಗವಹಿಸಿದ್ದ ಎಲ್ಲರೂ ಅಭಿವೃದ್ಧಿಯ ಬಗ್ಗೆ ಚರ್ಚೆ ನಡೆಸಿದರು ಮತ್ತು ಮುಂದಿನ ದಿನಗಳಲ್ಲಿ ಹೆಚ್ಚಿನ ಸೌಲಭ್ಯಗಳನ್ನು ಒದಗಿಸುವ ಭರವಸೆ ನೀಡಿದರು.	[528, 634, 598, 675]
bottom-left-subhead: ಚನ್ನಪಟ್ಟಣದಲ್ಲಿ ಪೂರ್ವ ಪ್ರಾಥಮಿಕ ಶಿಕ್ಷಣ ಜಾಗೃತಿ ಅಭಿಯಾನ	[4, 625, 120, 632]
